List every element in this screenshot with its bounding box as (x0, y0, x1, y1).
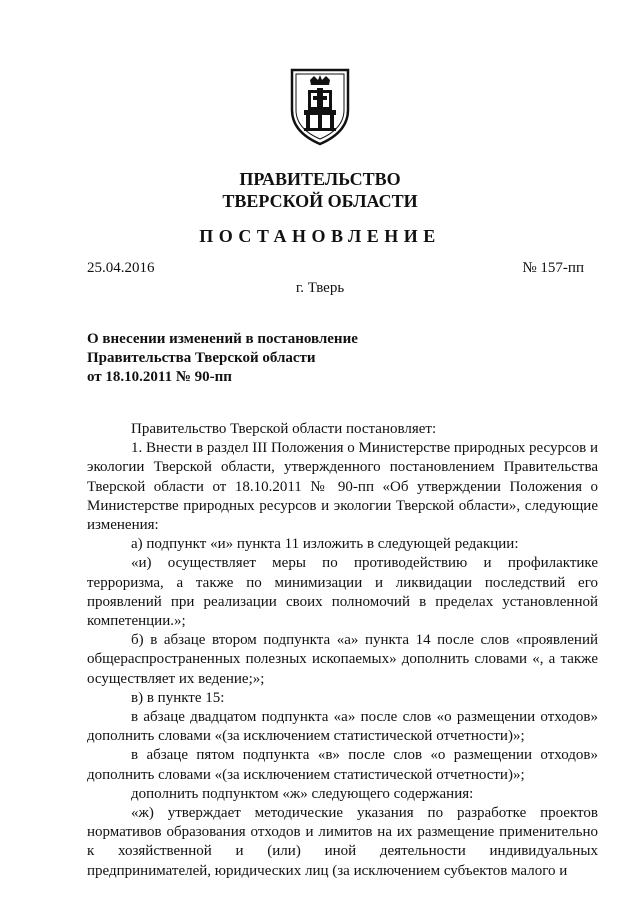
document-subject (87, 330, 358, 387)
body-paragraph: в) в пункте 15: (131, 689, 225, 706)
coat-of-arms-icon (288, 66, 352, 146)
body-paragraph: «ж) утверждает методические указания по разработке проектов нормативов образования отходов и лимитов на их размещение применительно к хозяйственной и (или) иной деятельности индивидуальных предпринимателей, юридических лиц (за исключением субъектов малого и (87, 805, 598, 879)
document-city: г. Тверь (295, 280, 345, 296)
document-body (87, 420, 598, 881)
document-number: № 157-пп (522, 260, 584, 276)
body-paragraph: в абзаце двадцатом подпункта «а» после слов «о размещении отходов» дополнить словами «(за исключением статистической отчетности)»; (87, 709, 598, 745)
body-paragraph: Правительство Тверской области постановляет: (131, 421, 437, 437)
body-paragraph: в абзаце пятом подпункта «в» после слов «о размещении отходов» дополнить словами «(за исключением статистической отчетности)»; (87, 747, 598, 783)
document-date: 25.04.2016 (87, 260, 155, 276)
body-paragraph: б) в абзаце втором подпункта «а» пункта 14 после слов «проявлений общераспространенных полезных ископаемых» дополнить словами «, а также осуществляет их ведение;»; (87, 632, 598, 687)
body-paragraph: «и) осуществляет меры по противодействию и профилактике терроризма, а также по минимизации и ликвидации последствий его проявлений при реализации своих полномочий в пределах установленной компетенции.»; (87, 555, 598, 630)
subject-line: О внесении изменений в постановление (87, 331, 358, 347)
authority-name-line2: ТВЕРСКОЙ ОБЛАСТИ (222, 191, 418, 211)
subject-line: от 18.10.2011 № 90-пп (87, 369, 232, 385)
body-paragraph: дополнить подпунктом «ж» следующего содержания: (131, 785, 474, 802)
authority-name-line1: ПРАВИТЕЛЬСТВО (239, 169, 401, 189)
body-paragraph: 1. Внести в раздел III Положения о Министерстве природных ресурсов и экологии Тверской области, утвержденного постановлением Правительства Тверской области от 18.10.2011 № 90-пп «Об утверждении Положения о Министерстве природных ресурсов и экологии Тверской области», следующие изменения: (87, 440, 599, 534)
document-type: ПОСТАНОВЛЕНИЕ (199, 226, 441, 246)
subject-line: Правительства Тверской области (87, 350, 316, 366)
body-paragraph: а) подпункт «и» пункта 11 изложить в следующей редакции: (131, 536, 519, 553)
